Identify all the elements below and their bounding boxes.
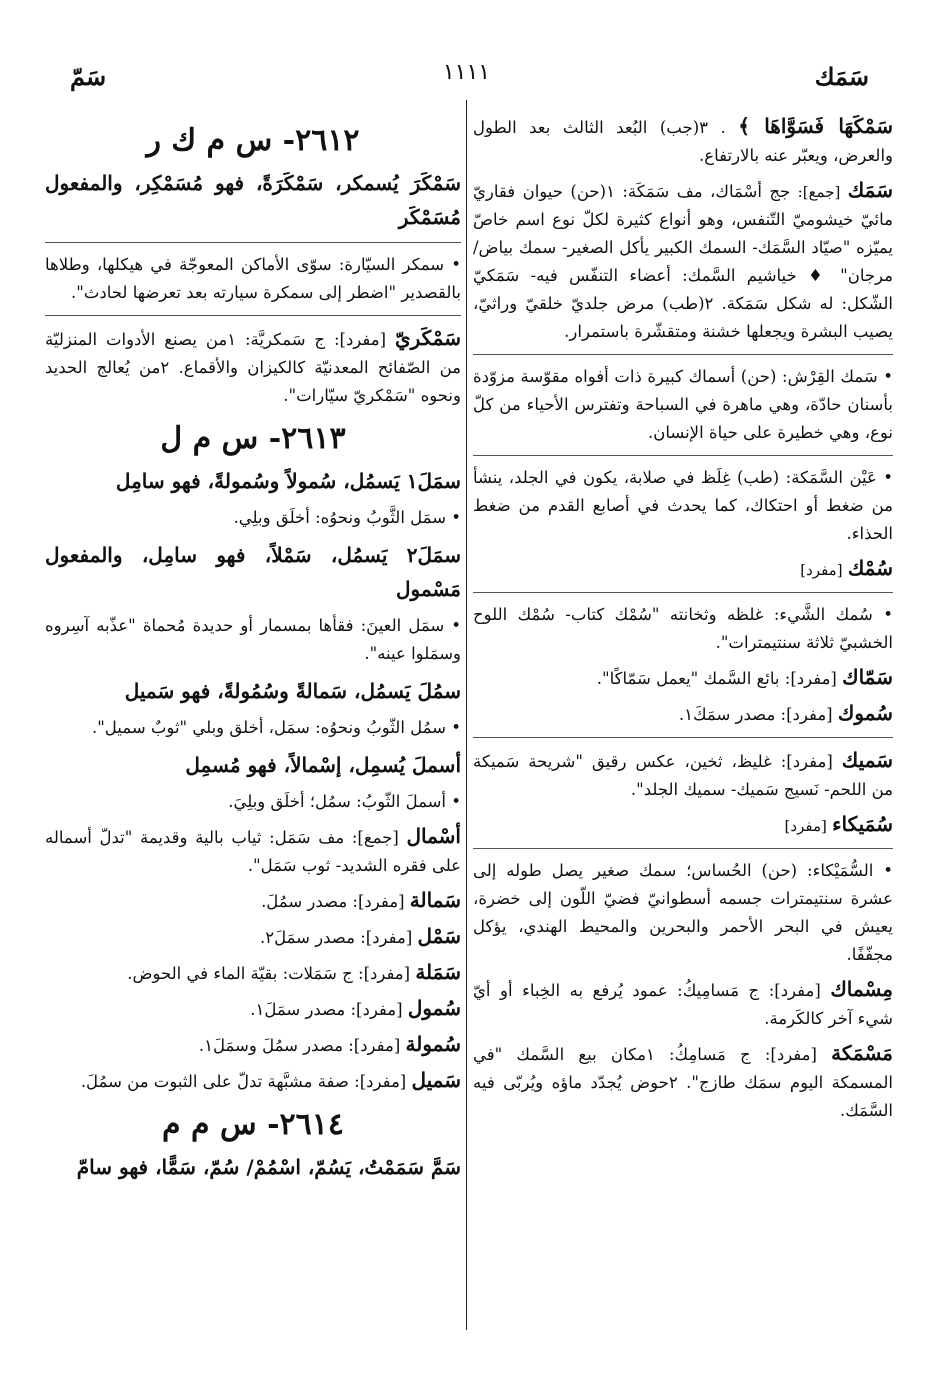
entry-tag: [جمع]:: [797, 183, 841, 201]
entry-headword: مَسْمَكة: [831, 1041, 893, 1065]
entry: [45, 822, 461, 880]
entry: [473, 112, 893, 170]
entry-headword: سُموك: [837, 701, 893, 725]
entry-text: [مفرد]: مصدر سمَلَ٢.: [259, 928, 413, 947]
entry-headword: سَمالة: [409, 888, 461, 912]
page-header: [40, 52, 893, 102]
entry-headword: سُمول: [407, 996, 461, 1020]
verb-heading: سَمَّ سَمَمْتُ، يَسُمّ، اسْمُمْ/ سُمّ، سَمًّا، فهو سامّ: [76, 1155, 461, 1179]
entry: [45, 324, 461, 410]
right-column: [473, 112, 893, 1327]
entry-headword: مِسْماك: [830, 977, 893, 1001]
entry: [473, 810, 893, 840]
root-heading: ٢٦١٣- س م ل: [160, 421, 346, 456]
entry: [45, 922, 461, 952]
entry: [45, 1030, 461, 1060]
entry-headword: أسْمال: [406, 824, 461, 848]
entry-headword: سَمّاك: [842, 665, 893, 689]
entry-text: [مفرد]: ج مَسامِيكُ: عمود يُرفع به الخِباء أو أيّ شيء آخر كالكَرمة.: [473, 981, 893, 1028]
entry-headword: سَمْل: [417, 924, 461, 948]
divider: [473, 737, 893, 738]
entry-text: [مفرد]: مصدر سمُلَ وسمَلَ١.: [198, 1036, 401, 1055]
sub-entry: • سُمك الشَّيء: غلظه وثخانته "سُمْك كتاب- سُمْك اللوح الخشبيّ ثلاثة سنتيمترات".: [473, 605, 893, 652]
entry-headword: سَمَلة: [415, 960, 461, 984]
entry-text: جج أسْمَاك، مف سَمَكَة: ١(حن) حيوان فقاريّ مائيّ خيشوميّ التّنفس، وهو أنواع كثيرة لكلّ نوع اسم خاصّ يميّزه "صيّاد السَّمَك- السمك الكبير يأكل الصغير- سمك بياض/ مرجان" ♦ خياشيم السَّمك: أعضاء التنفّس فيه- سَمَكيّ الشّكل: له شكل سَمَكة. ٢(طب) مرض جلديّ خلقيّ وراثيّ، يصيب البشرة ويجعلها خشنة ومتقشّرة باستمرار.: [473, 182, 893, 341]
divider: [473, 592, 893, 593]
entry-text: [مفرد]: مصدر سمَلَ١.: [250, 1000, 403, 1019]
entry-tag: [مفرد]: [800, 561, 843, 579]
entry-text: [مفرد]: بائع السَّمك "يعمل سَمّاكًا".: [596, 669, 837, 688]
root-heading: ٢٦١٤- س م م: [161, 1107, 344, 1142]
entry: [473, 975, 893, 1033]
root-heading: ٢٦١٢- س م ك ر: [146, 123, 360, 158]
sub-entry: • أسملَ الثّوبُ: سمُل؛ أخلَق وبلِيَ.: [228, 792, 461, 811]
entry-text: [مفرد]: ج مَسامِكُ: ١مكان بيع السَّمك "في المسمكة اليوم سمَك طازج". ٢حوض يُجدّد ماؤه ويُربّى فيه السَّمَك.: [473, 1045, 893, 1120]
divider: [45, 315, 461, 316]
page-number: ١١١١: [442, 60, 491, 85]
entry-headword: سُمَيكاء: [832, 812, 893, 836]
entry: [473, 663, 893, 693]
entry-headword: سَميك: [841, 748, 893, 772]
column-divider: [466, 100, 467, 1330]
entry: [473, 176, 893, 346]
entry-headword: سَمْكَهَا فَسَوَّاهَا ﴾: [738, 114, 893, 138]
divider: [473, 354, 893, 355]
entry-headword: سَميل: [411, 1068, 461, 1092]
entry-headword: سَمَك: [847, 178, 893, 202]
divider: [473, 848, 893, 849]
entry: [45, 1066, 461, 1096]
sub-entry: • سَمك القِرْش: (حن) أسماك كبيرة ذات أفواه مقوّسة مزوّدة بأسنان حادّة، وهي ماهرة في السباحة وتفترس الأحياء من كلّ نوع، وهي خطيرة على حياة الإنسان.: [473, 367, 893, 442]
entry-text: . ٣(جب) البُعد الثالث بعد الطول والعرض، ويعبّر عنه بالارتفاع.: [473, 118, 893, 165]
running-headword-left: سَمّ: [70, 62, 107, 91]
sub-entry: • سمَل الثَّوبُ ونحوُه: أخلَق وبلِي.: [233, 508, 461, 527]
verb-heading: سمُلَ يَسمُل، سَمالةً وسُمُولةً، فهو سَميل: [124, 679, 461, 703]
sub-entry: • عَيْن السَّمَكة: (طب) غِلَظ في صلابة، يكون في الجلد، ينشأ من ضغط أو احتكاك، كما يحدث في أصابع القدم من ضغط الحذاء.: [473, 468, 893, 543]
entry-text: [مفرد]: مصدر سمُلَ.: [261, 892, 405, 911]
entry: [473, 746, 893, 804]
entry: [473, 1039, 893, 1125]
divider: [473, 455, 893, 456]
entry-text: [مفرد]: غليظ، ثخين، عكس رقيق "شريحة سَميكة من اللحم- نَسيج سَميك- سميك الجلد".: [473, 752, 893, 799]
entry-headword: سُمولة: [405, 1032, 461, 1056]
entry: [45, 886, 461, 916]
verb-heading: سمَلَ١ يَسمُل، سُمولاً وسُمولةً، فهو سامِل: [115, 469, 461, 493]
divider: [45, 242, 461, 243]
sub-entry: • سمكر السيّارة: سوّى الأماكن المعوجّة في هيكلها، وطلاها بالقصدير "اضطر إلى سمكرة سيارته بعد تعرضها لحادث".: [45, 255, 461, 302]
entry: [473, 554, 893, 584]
entry-text: [مفرد]: مصدر سمَكَ١.: [678, 705, 833, 724]
entry-text: [مفرد]: ج سَمَلات: بقيّة الماء في الحوض.: [127, 964, 411, 983]
entry-text: [جمع]: مف سَمَل: ثياب بالية وقديمة "تدلّ أسماله على فقره الشديد- ثوب سَمَل".: [45, 828, 461, 875]
verb-heading: أسملَ يُسمِل، إسْمالاً، فهو مُسمِل: [185, 753, 461, 777]
entry-text: [مفرد]: صفة مشبَّهة تدلّ على الثبوت من سمُلَ.: [80, 1072, 407, 1091]
sub-entry: • سمُل الثّوبُ ونحوُه: سمَل، أخلق وبلي "ثوبٌ سميل".: [91, 718, 461, 737]
entry: [45, 994, 461, 1024]
entry-text: [مفرد]: ج سَمكريَّة: ١من يصنع الأدوات المنزليّة من الصّفائح المعدنيّة كالكيزان والأقماع. ٢من يُعالج الحديد ونحوه "سَمْكريّ سيّارات".: [45, 330, 461, 405]
sub-entry: • سمَل العينَ: فقأها بمسمار أو حديدة مُحماة "عذّبه آسِروه وسمَلوا عينه".: [45, 616, 461, 663]
verb-heading: سمَلَ٢ يَسمُل، سَمْلاً، فهو سامِل، والمفعول مَسْمول: [45, 543, 461, 601]
running-headword-right: سَمَك: [814, 62, 869, 91]
left-column: [45, 112, 461, 1327]
entry-tag: [مفرد]: [784, 817, 827, 835]
entry: [473, 699, 893, 729]
entry-headword: سَمْكَريّ: [394, 326, 461, 350]
entry: [45, 958, 461, 988]
sub-entry: • السُّمَيْكاء: (حن) الحُساس؛ سمك صغير يصل طوله إلى عشرة سنتيمترات جسمه أسطوانيّ فضيّ اللّون إلى خضرة، يعيش في البحر الأحمر والبحرين والمحيط الهندي، يؤكل مجفّفًا.: [473, 861, 893, 964]
entry-headword: سُمْك: [847, 556, 893, 580]
verb-heading: سَمْكَرَ يُسمكر، سَمْكَرَةً، فهو مُسَمْكِر، والمفعول مُسَمْكَر: [45, 171, 461, 229]
